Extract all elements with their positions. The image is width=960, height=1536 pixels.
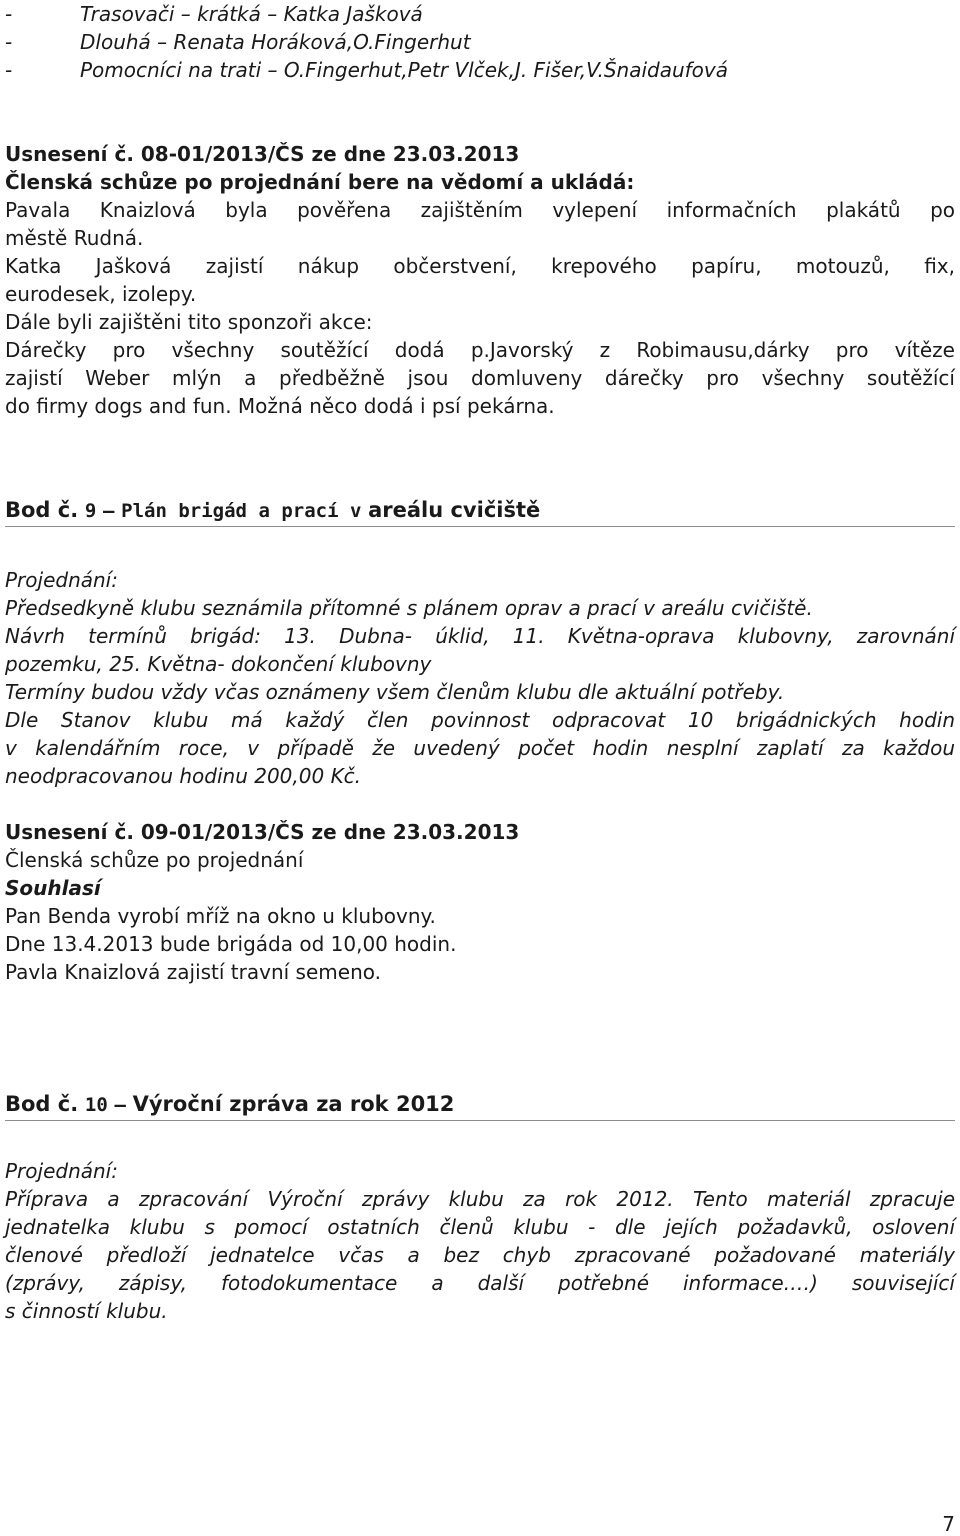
resolution-line: Pavla Knaizlová zajistí travní semeno.	[5, 960, 381, 984]
section-line: Předsedkyně klubu seznámila přítomné s plánem oprav a prací v areálu cvičiště.	[5, 596, 813, 620]
discussion-label: Projednání:	[5, 568, 118, 592]
section-heading	[5, 496, 955, 527]
role-text: Trasovači – krátká – Katka Jašková	[80, 2, 423, 26]
resolution-line: Dále byli zajištěni tito sponzoři akce:	[5, 310, 373, 334]
resolution-line: Dárečky pro všechny soutěžící dodá p.Javorský z Robimausu,dárky pro vítěze	[5, 338, 955, 362]
resolution-title: Usnesení č. 08-01/2013/ČS ze dne 23.03.2013	[5, 142, 520, 166]
heading-end: areálu cvičiště	[368, 498, 541, 522]
resolution-line: Katka Jašková zajistí nákup občerstvení, krepového papíru, motouzů, fix,	[5, 254, 955, 278]
section-line: členové předloží jednatelce včas a bez chyb zpracované požadované materiály	[5, 1243, 955, 1267]
resolution-line: zajistí Weber mlýn a předběžně jsou domluveny dárečky pro všechny soutěžící	[5, 366, 955, 390]
resolution-line: Pavala Knaizlová byla pověřena zajištěním vylepení informačních plakátů po	[5, 198, 955, 222]
section-line: neodpracovanou hodinu 200,00 Kč.	[5, 764, 362, 788]
heading-title: Výroční zpráva za rok 2012	[132, 1092, 455, 1116]
section-line: pozemku, 25. Května- dokončení klubovny	[5, 652, 432, 676]
section-line: s činností klubu.	[5, 1299, 168, 1323]
section-line: v kalendářním roce, v případě že uvedený počet hodin nesplní zaplatí za každou	[5, 736, 955, 760]
heading-number: 10	[84, 1094, 108, 1116]
resolution-line: Dne 13.4.2013 bude brigáda od 10,00 hodin.	[5, 932, 457, 956]
section-line: Návrh termínů brigád: 13. Dubna- úklid, 11. Května-oprava klubovny, zarovnání	[5, 624, 955, 648]
resolution-line: do firmy dogs and fun. Možná něco dodá i psí pekárna.	[5, 394, 555, 418]
heading-dash: —	[114, 1094, 126, 1116]
role-text: Pomocníci na trati – O.Fingerhut,Petr Vlček,J. Fišer,V.Šnaidaufová	[80, 58, 729, 82]
section-heading	[5, 1090, 955, 1121]
section-line: Termíny budou vždy včas oznámeny všem členům klubu dle aktuální potřeby.	[5, 680, 785, 704]
role-item: - Pomocníci na trati – O.Fingerhut,Petr Vlček,J. Fišer,V.Šnaidaufová	[5, 58, 729, 82]
section-line: Příprava a zpracování Výroční zprávy klubu za rok 2012. Tento materiál zpracuje	[5, 1187, 955, 1211]
role-item: - Trasovači – krátká – Katka Jašková	[5, 2, 423, 26]
role-text: Dlouhá – Renata Horáková,O.Fingerhut	[80, 30, 471, 54]
section-line: jednatelka klubu s pomocí ostatních členů klubu - dle jejích požadavků, oslovení	[5, 1215, 955, 1239]
role-item: - Dlouhá – Renata Horáková,O.Fingerhut	[5, 30, 471, 54]
heading-prefix: Bod č.	[5, 1092, 79, 1116]
section-line: Dle Stanov klubu má každý člen povinnost odpracovat 10 brigádnických hodin	[5, 708, 955, 732]
resolution-subtitle: Členská schůze po projednání bere na vědomí a ukládá:	[5, 170, 635, 194]
resolution-line: eurodesek, izolepy.	[5, 282, 197, 306]
resolution-line: městě Rudná.	[5, 226, 144, 250]
discussion-label: Projednání:	[5, 1159, 118, 1183]
heading-prefix: Bod č.	[5, 498, 79, 522]
heading-dash: —	[103, 500, 115, 522]
resolution-subtitle: Členská schůze po projednání	[5, 848, 304, 872]
section-line: (zprávy, zápisy, fotodokumentace a další potřebné informace.…) související	[5, 1271, 955, 1295]
heading-mid: Plán brigád a prací v	[121, 500, 362, 522]
page-number: 7	[942, 1512, 955, 1536]
resolution-line: Pan Benda vyrobí mříž na okno u klubovny.	[5, 904, 436, 928]
agree-label: Souhlasí	[5, 876, 101, 900]
resolution-title: Usnesení č. 09-01/2013/ČS ze dne 23.03.2013	[5, 820, 520, 844]
heading-number: 9	[84, 500, 97, 522]
